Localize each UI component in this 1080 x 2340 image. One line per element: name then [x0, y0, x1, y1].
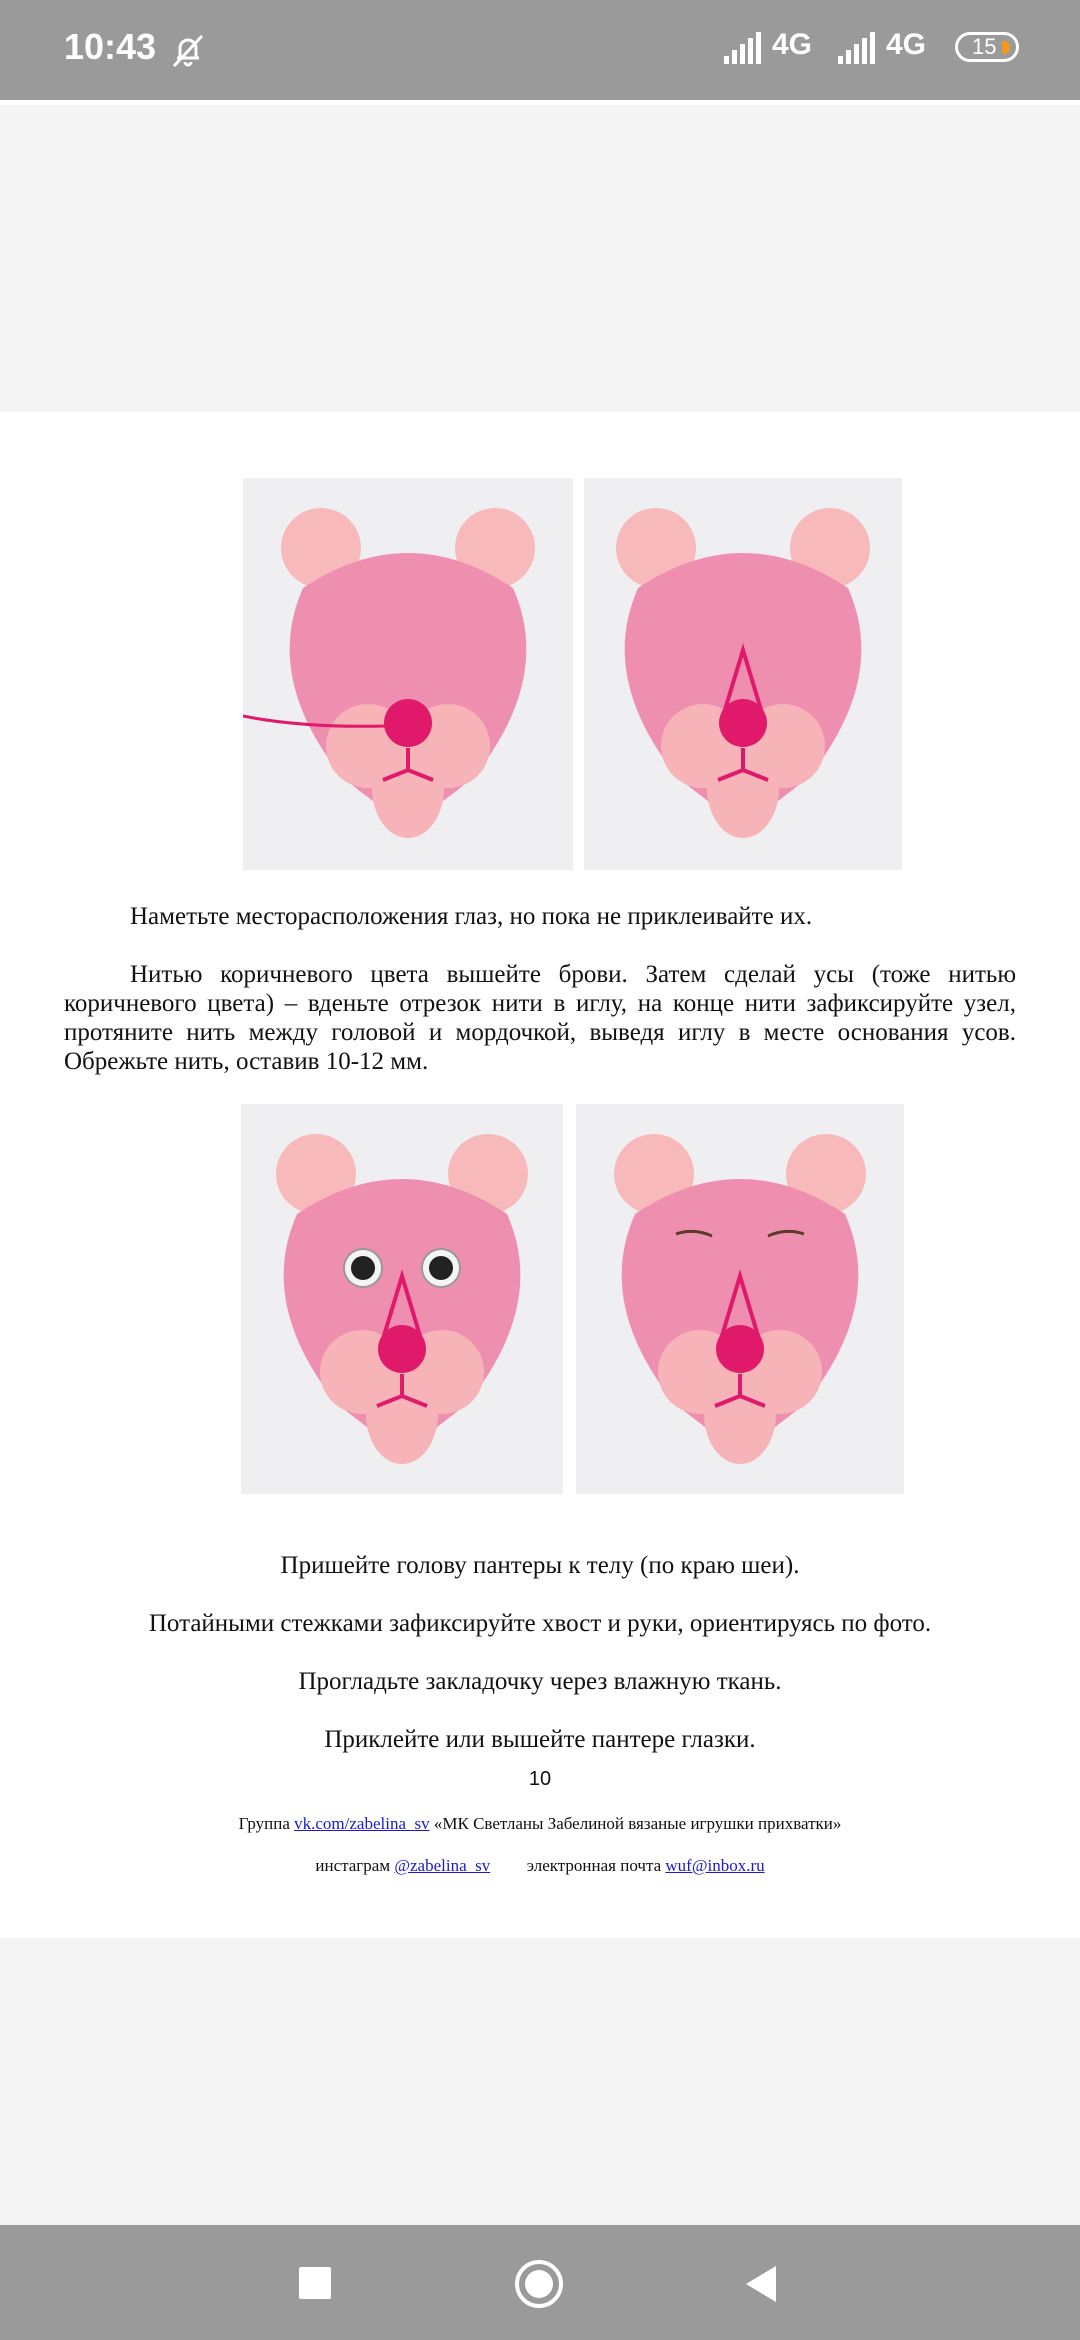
document-page [0, 412, 1080, 1938]
photo-bear-eyes [241, 1104, 563, 1494]
footer-group: Группа vk.com/zabelina_sv «МК Светланы Забелиной вязаные игрушки прихватки» [238, 1814, 842, 1833]
toolbar-strip [0, 100, 1080, 105]
instruction-sew-head: Пришейте голову пантеры к телу (по краю шеи). [280, 1552, 800, 1579]
network-type-2: 4G [886, 28, 927, 61]
paragraph-brows: Нитью коричневого цвета вышейте брови. Затем сделай усы (тоже нитью коричневого цвета) – вденьте отрезок нити в иглу, на конце нити зафиксируйте узел, протяните нить между головой и мордочкой, выведя иглу в месте основания усов. Обрежьте нить, оставив 10-12 мм. [64, 961, 1016, 1075]
email-link[interactable]: wuf@inbox.ru [665, 1856, 765, 1875]
footer-contacts: инстаграм @zabelina_sv электронная почта wuf@inbox.ru [315, 1856, 765, 1875]
signal-icon [724, 32, 764, 66]
signal-icon-2 [838, 32, 878, 66]
vk-link[interactable]: vk.com/zabelina_sv [294, 1814, 430, 1833]
navigation-bar [0, 2225, 1080, 2340]
home-button[interactable] [513, 2258, 565, 2310]
battery-level: 15 [972, 34, 997, 59]
photo-bear-nose-stitch [584, 478, 902, 870]
recent-apps-button[interactable] [297, 2265, 333, 2301]
back-button[interactable] [742, 2264, 780, 2304]
photo-bear-nose [243, 478, 573, 870]
instruction-eyes: Приклейте или вышейте пантере глазки. [324, 1726, 756, 1753]
instruction-iron: Прогладьте закладочку через влажную ткань. [298, 1668, 782, 1695]
status-bar [0, 0, 1080, 100]
paragraph-eyes: Наметьте месторасположения глаз, но пока не приклеивайте их. [130, 903, 813, 930]
photo-bear-brows [576, 1104, 904, 1494]
bell-off-icon [168, 30, 208, 70]
clock: 10:43 [64, 26, 157, 67]
instruction-stitches: Потайными стежками зафиксируйте хвост и руки, ориентируясь по фото. [148, 1610, 932, 1637]
page-number: 10 [528, 1768, 552, 1790]
instagram-link[interactable]: @zabelina_sv [394, 1856, 491, 1875]
battery-icon [955, 32, 1019, 62]
network-type-1: 4G [772, 28, 813, 61]
